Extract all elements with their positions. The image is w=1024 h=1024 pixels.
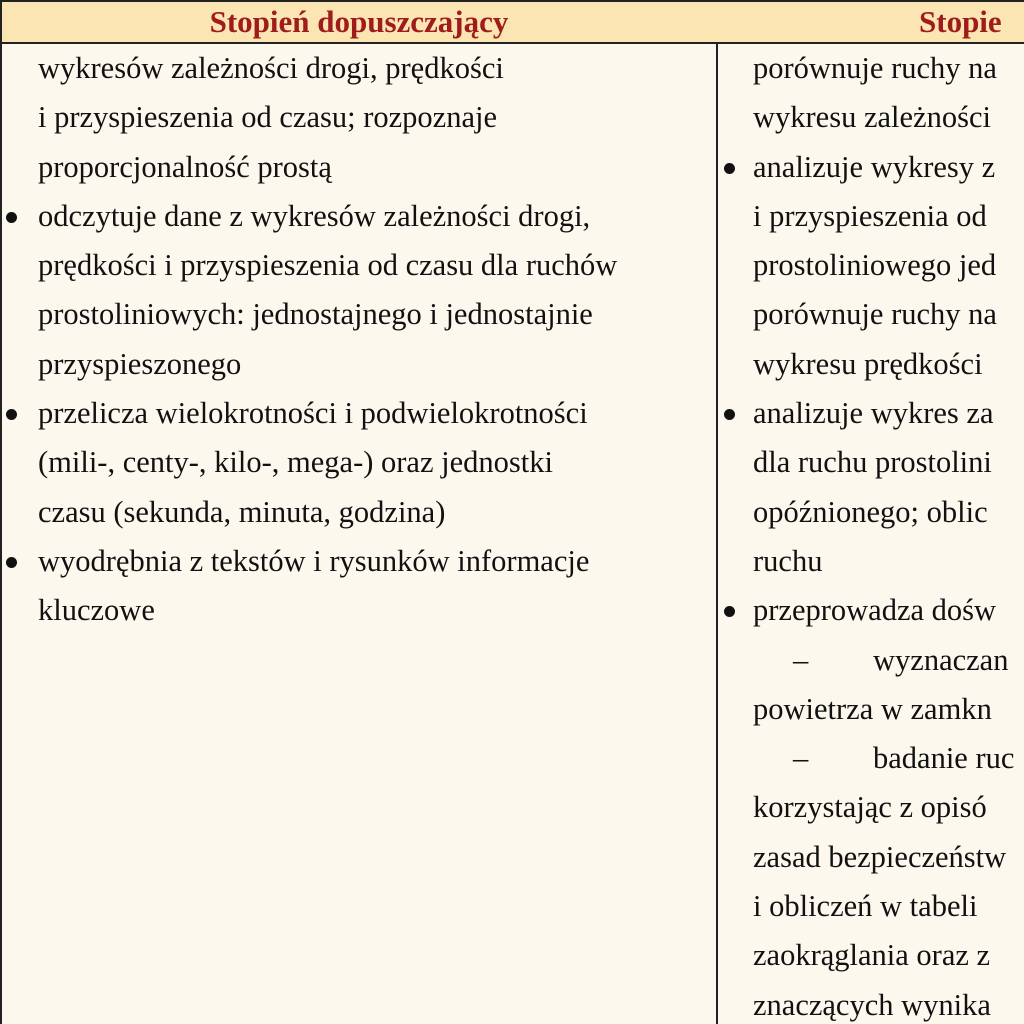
dash-marker: –	[793, 741, 809, 776]
line-text: odczytuje dane z wykresów zależności drogi,	[38, 198, 591, 233]
text-line	[718, 44, 1024, 93]
text-line	[2, 340, 716, 389]
line-text: wykresu prędkości	[753, 346, 983, 381]
text-line	[718, 931, 1024, 980]
text-line	[718, 783, 1024, 832]
text-line	[2, 389, 716, 438]
line-text: analizuje wykresy z	[753, 149, 996, 184]
line-text: (mili-, centy-, kilo-, mega-) oraz jednostki	[38, 445, 553, 480]
dash-marker: –	[793, 642, 809, 677]
line-text: przyspieszonego	[38, 346, 242, 381]
text-line	[718, 389, 1024, 438]
text-line	[718, 438, 1024, 487]
line-text: znaczących wynika	[753, 987, 991, 1022]
text-line	[718, 981, 1024, 1024]
line-text: przeprowadza dośw	[753, 593, 997, 628]
line-text: porównuje ruchy na	[753, 297, 997, 332]
text-line	[2, 93, 716, 142]
text-line	[2, 241, 716, 290]
bullet-icon	[6, 557, 17, 568]
line-text: proporcjonalność prostą	[38, 149, 332, 184]
text-line	[718, 734, 1024, 783]
line-text: opóźnionego; oblic	[753, 494, 988, 529]
line-text: wykresów zależności drogi, prędkości	[38, 51, 504, 85]
text-line	[2, 488, 716, 537]
text-line	[718, 143, 1024, 192]
line-text: prędkości i przyspieszenia od czasu dla ruchów	[38, 248, 618, 283]
text-line	[718, 93, 1024, 142]
text-line	[718, 882, 1024, 931]
bullet-icon	[724, 409, 735, 420]
text-line	[718, 833, 1024, 882]
line-text: ruchu	[753, 543, 823, 578]
line-text: dla ruchu prostolini	[753, 445, 992, 480]
text-line	[718, 685, 1024, 734]
line-text: zasad bezpieczeństw	[753, 839, 1007, 874]
line-text: analizuje wykres za	[753, 396, 994, 431]
line-text: wykresu zależności	[753, 100, 991, 135]
text-line	[2, 143, 716, 192]
line-text: wyznaczan	[873, 642, 1009, 677]
right-column	[716, 44, 1024, 1024]
bullet-icon	[724, 606, 735, 617]
header-cell-left	[0, 0, 718, 44]
text-line	[718, 636, 1024, 685]
text-line	[2, 586, 716, 635]
header-title-right: Stopie	[919, 4, 1002, 39]
left-column	[0, 44, 718, 1024]
line-text: porównuje ruchy na	[753, 51, 997, 85]
text-line	[2, 438, 716, 487]
text-line	[2, 537, 716, 586]
line-text: prostoliniowych: jednostajnego i jednostajnie	[38, 297, 593, 332]
line-text: i obliczeń w tabeli	[753, 889, 978, 924]
line-text: zaokrąglania oraz z	[753, 938, 991, 973]
line-text: korzystając z opisó	[753, 790, 987, 825]
text-line	[718, 340, 1024, 389]
line-text: prostoliniowego jed	[753, 248, 997, 283]
line-text: badanie ruc	[873, 741, 1015, 776]
line-text: przelicza wielokrotności i podwielokrotności	[38, 396, 588, 431]
bullet-icon	[6, 212, 17, 223]
text-line	[2, 290, 716, 339]
header-cell-right	[716, 0, 1024, 44]
text-line	[718, 488, 1024, 537]
text-line	[718, 537, 1024, 586]
bullet-icon	[6, 409, 17, 420]
line-text: wyodrębnia z tekstów i rysunków informacje	[38, 543, 590, 578]
text-line	[2, 192, 716, 241]
line-text: kluczowe	[38, 593, 155, 628]
text-line	[718, 290, 1024, 339]
text-line	[718, 192, 1024, 241]
line-text: i przyspieszenia od	[753, 198, 987, 233]
line-text: powietrza w zamkn	[753, 691, 992, 726]
text-line	[2, 44, 716, 93]
bullet-icon	[724, 163, 735, 174]
text-line	[718, 241, 1024, 290]
line-text: i przyspieszenia od czasu; rozpoznaje	[38, 100, 497, 135]
text-line	[718, 586, 1024, 635]
header-title-left: Stopień dopuszczający	[209, 4, 509, 39]
line-text: czasu (sekunda, minuta, godzina)	[38, 494, 446, 529]
